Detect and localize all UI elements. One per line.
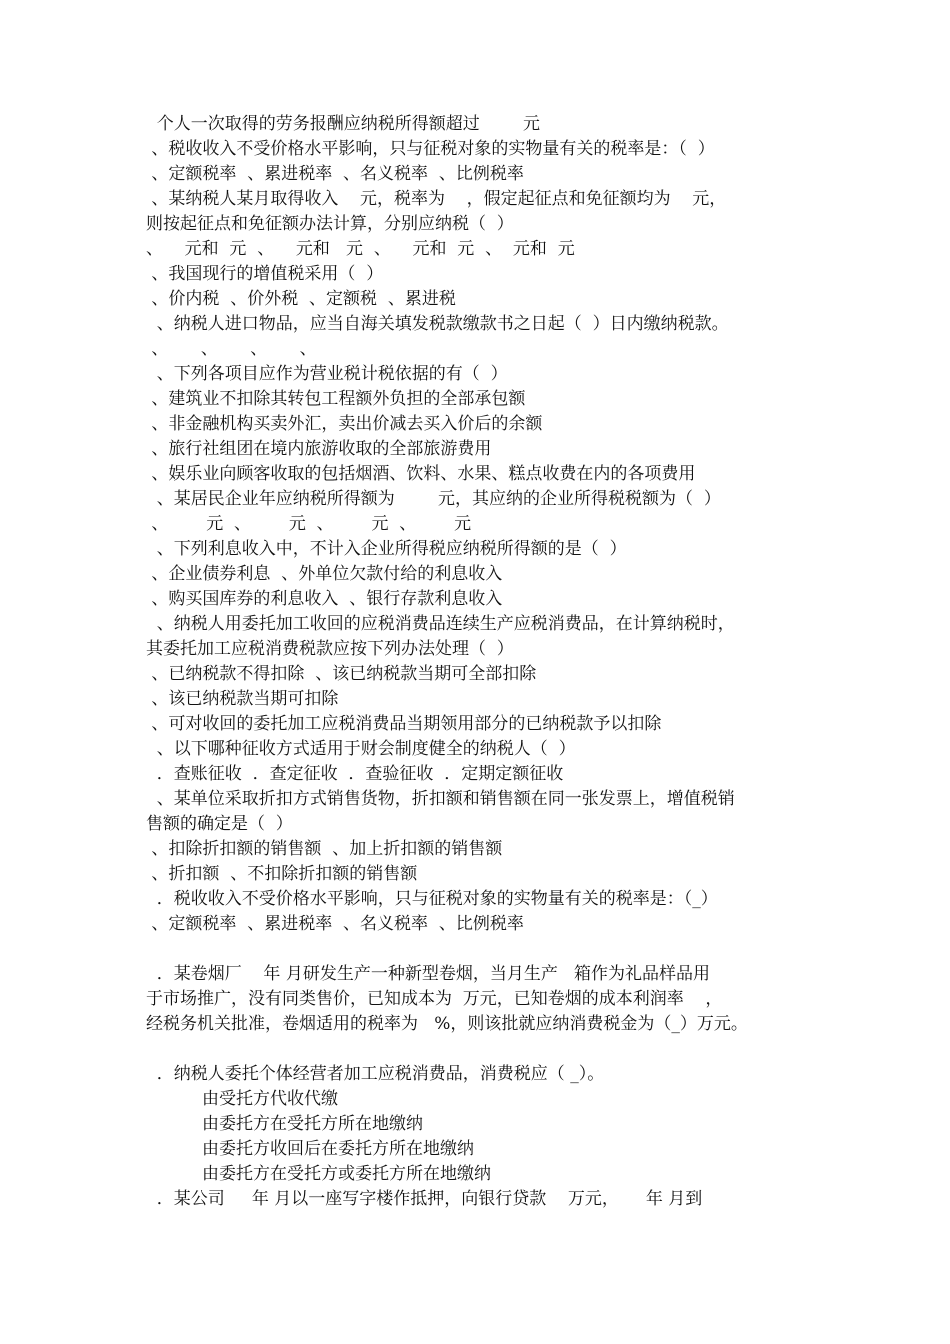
text-line: 个人一次取得的劳务报酬应纳税所得额超过 元	[146, 114, 541, 134]
text-line: 、税收收入不受价格水平影响，只与征税对象的实物量有关的税率是：（ ）	[146, 139, 715, 159]
text-line: 、下列各项目应作为营业税计税依据的有（ ）	[146, 364, 508, 384]
text-line: ．某卷烟厂 年 月研发生产一种新型卷烟，当月生产 箱作为礼品样品用	[146, 964, 711, 984]
text-line: 、某单位采取折扣方式销售货物，折扣额和销售额在同一张发票上，增值税销	[146, 789, 735, 809]
text-line: 、下列利息收入中，不计入企业所得税应纳税所得额的是（ ）	[146, 539, 627, 559]
text-line: 、已纳税款不得扣除 、该已纳税款当期可全部扣除	[146, 664, 537, 684]
text-line: 、以下哪种征收方式适用于财会制度健全的纳税人（ ）	[146, 739, 576, 759]
text-line: 、旅行社组团在境内旅游收取的全部旅游费用	[146, 439, 492, 459]
text-line: 、该已纳税款当期可扣除	[146, 689, 339, 709]
text-line: 、购买国库券的利息收入 、银行存款利息收入	[146, 589, 503, 609]
text-line: 经税务机关批准，卷烟适用的税率为 %，则该批就应纳消费税金为（_）万元。	[146, 1014, 748, 1034]
document-body	[146, 112, 826, 1212]
text-line: 则按起征点和免征额办法计算，分别应纳税（ ）	[146, 214, 514, 234]
text-line: 、非金融机构买卖外汇，卖出价减去买入价后的余额	[146, 414, 543, 434]
answer-option-line: 由委托方收回后在委托方所在地缴纳	[202, 1139, 474, 1159]
answer-option-line: 由委托方在受托方所在地缴纳	[202, 1114, 423, 1134]
blank-line	[146, 937, 826, 962]
text-line: ．纳税人委托个体经营者加工应税消费品，消费税应（ _）。	[146, 1064, 605, 1084]
text-line: 、建筑业不扣除其转包工程额外负担的全部承包额	[146, 389, 526, 409]
text-line: ．某公司 年 月以一座写字楼作抵押，向银行贷款 万元， 年 月到	[146, 1189, 703, 1209]
text-line: 、某纳税人某月取得收入 元，税率为 ，假定起征点和免征额均为 元，	[146, 189, 727, 209]
answer-option-line: 由受托方代收代缴	[202, 1089, 338, 1109]
text-line: 、娱乐业向顾客收取的包括烟酒、饮料、水果、糕点收费在内的各项费用	[146, 464, 696, 484]
blank-line	[146, 1037, 826, 1062]
text-line: 、纳税人进口物品，应当自海关填发税款缴款书之日起（ ）日内缴纳税款。	[146, 314, 729, 334]
text-line: 、扣除折扣额的销售额 、加上折扣额的销售额	[146, 839, 503, 859]
text-line: 、价内税 、价外税 、定额税 、累进税	[146, 289, 456, 309]
text-line: 售额的确定是（ ）	[146, 814, 293, 834]
text-line: 、 、 、 、	[146, 339, 317, 359]
text-line: 、定额税率 、累进税率 、名义税率 、比例税率	[146, 164, 524, 184]
text-line: 、纳税人用委托加工收回的应税消费品连续生产应税消费品，在计算纳税时，	[146, 614, 735, 634]
text-line: ．税收收入不受价格水平影响，只与征税对象的实物量有关的税率是：（_）	[146, 889, 718, 909]
text-line: 、我国现行的增值税采用（ ）	[146, 264, 384, 284]
text-line: 、折扣额 、不扣除折扣额的销售额	[146, 864, 418, 884]
text-line: 、 元 、 元 、 元 、 元	[146, 514, 472, 534]
text-line: 、定额税率 、累进税率 、名义税率 、比例税率	[146, 914, 524, 934]
text-line: 、某居民企业年应纳税所得额为 元，其应纳的企业所得税税额为（ ）	[146, 489, 721, 509]
text-line: 于市场推广，没有同类售价，已知成本为 万元，已知卷烟的成本利润率 ，	[146, 989, 723, 1009]
text-line: 、 元和 元 、 元和 元 、 元和 元 、 元和 元	[146, 239, 575, 259]
answer-option-line: 由委托方在受托方或委托方所在地缴纳	[202, 1164, 491, 1184]
text-line: 其委托加工应税消费税款应按下列办法处理（ ）	[146, 639, 514, 659]
text-line: 、可对收回的委托加工应税消费品当期领用部分的已纳税款予以扣除	[146, 714, 662, 734]
text-line: 、企业债券利息 、外单位欠款付给的利息收入	[146, 564, 503, 584]
text-line: ．查账征收 ．查定征收 ．查验征收 ．定期定额征收	[146, 764, 564, 784]
